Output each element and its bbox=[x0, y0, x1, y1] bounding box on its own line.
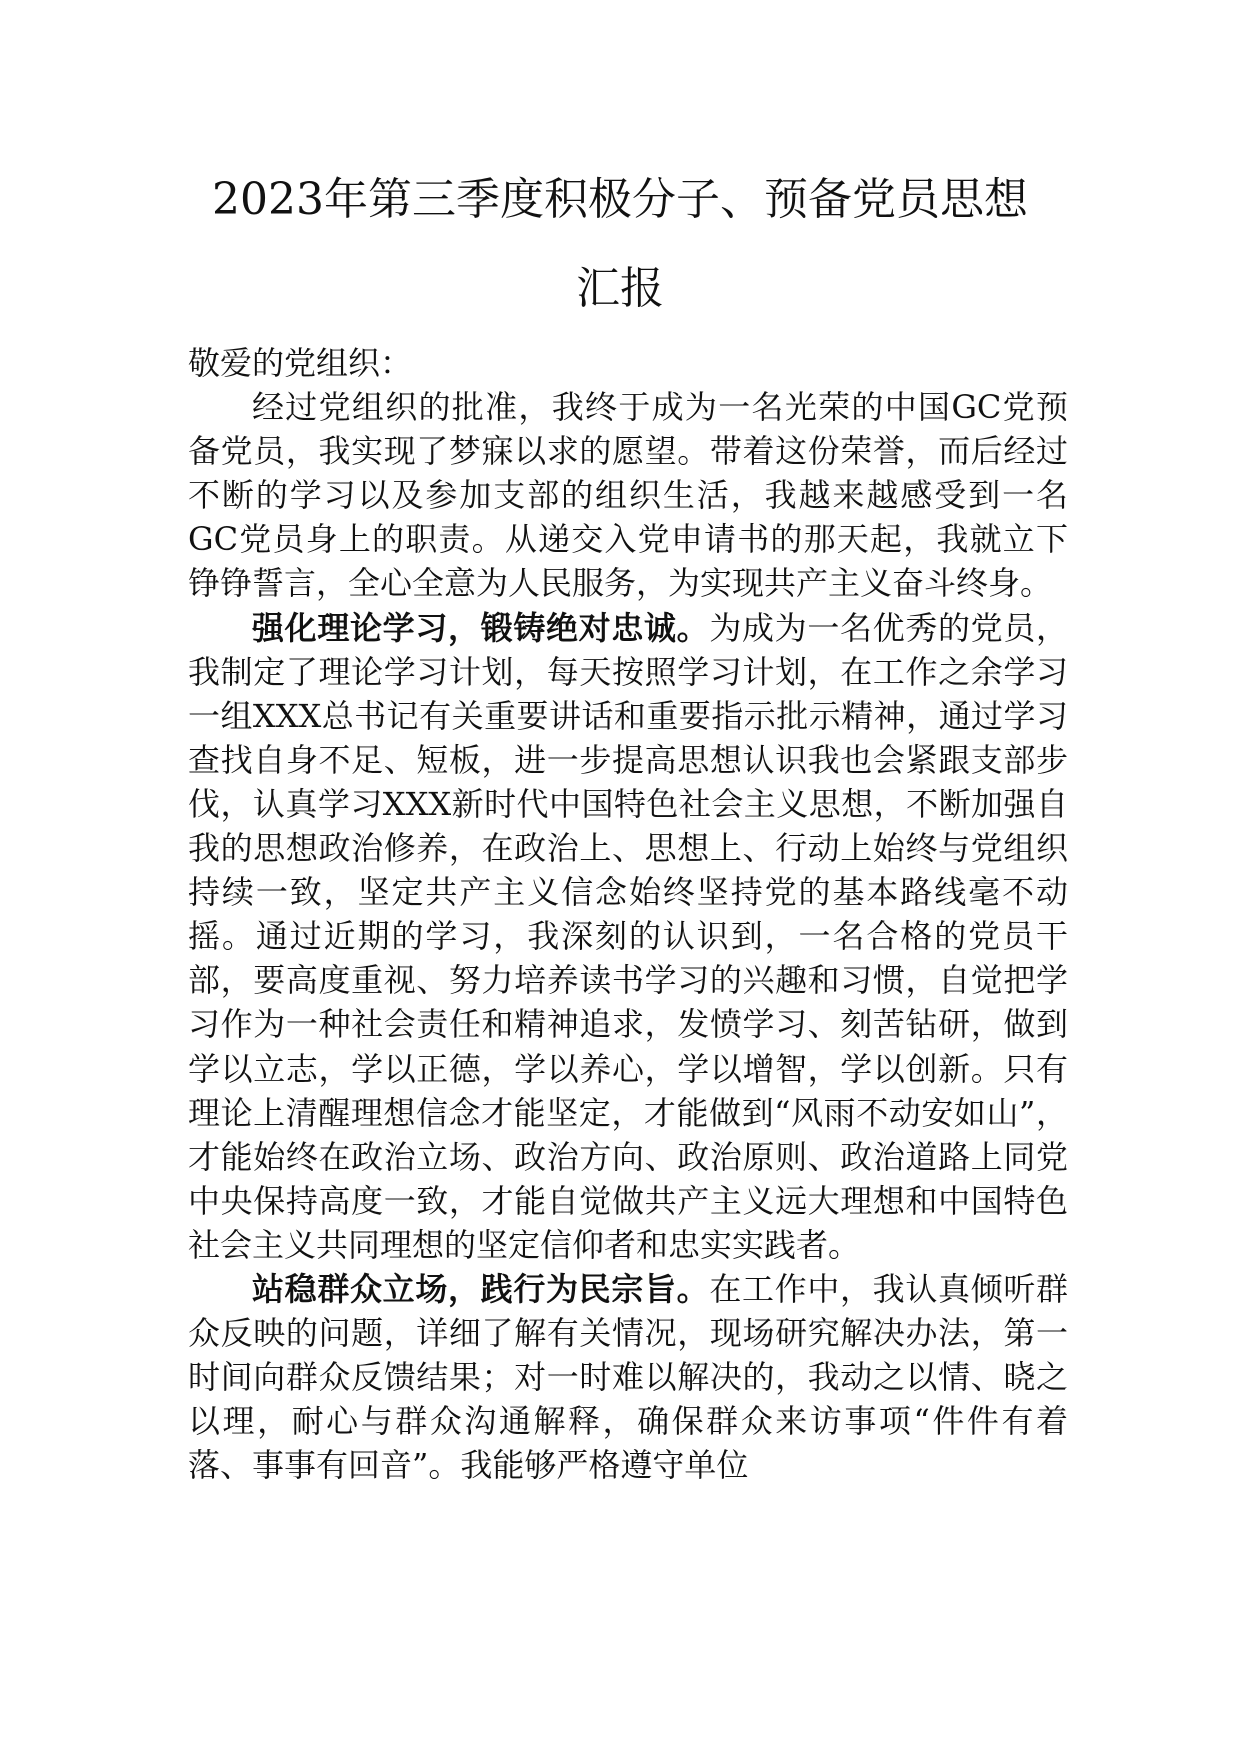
paragraph-3-text: 在工作中，我认真倾听群众反映的问题，详细了解有关情况，现场研究解决办法，第一时间向群众反馈结果；对一时难以解决的，我动之以情、晓之以理，耐心与群众沟通解释，确保群众来访事项“件件有着落、事事有回音”。我能够严格遵守单位 bbox=[188, 1269, 1068, 1485]
paragraph-1-text: 经过党组织的批准，我终于成为一名光荣的中国GC党预备党员，我实现了梦寐以求的愿望。带着这份荣誉，而后经过不断的学习以及参加支部的组织生活，我越来越感受到一名GC党员身上的职责。从递交入党申请书的那天起，我就立下铮铮誓言，全心全意为人民服务，为实现共产主义奋斗终身。 bbox=[188, 388, 1068, 603]
paragraph-2 bbox=[188, 606, 1068, 1267]
document-title-line-1: 2023年第三季度积极分子、预备党员思想 bbox=[212, 174, 1028, 225]
paragraph-1 bbox=[188, 385, 1068, 605]
salutation: 敬爱的党组织： bbox=[188, 344, 413, 382]
paragraph-3-heading: 站稳群众立场，践行为民宗旨。 bbox=[252, 1269, 710, 1308]
paragraph-2-text: 为成为一名优秀的党员，我制定了理论学习计划，每天按照学习计划，在工作之余学习一组XXX总书记有关重要讲话和重要指示批示精神，通过学习查找自身不足、短板，进一步提高思想认识我也会紧跟支部步伐，认真学习XXX新时代中国特色社会主义思想，不断加强自我的思想政治修养，在政治上、思想上、行动上始终与党组织持续一致，坚定共产主义信念始终坚持党的基本路线毫不动摇。通过近期的学习，我深刻的认识到，一名合格的党员干部，要高度重视、努力培养读书学习的兴趣和习惯，自觉把学习作为一种社会责任和精神追求，发愤学习、刻苦钻研，做到学以立志，学以正德，学以养心，学以增智，学以创新。只有理论上清醒理想信念才能坚定，才能做到“风雨不动安如山”，才能始终在政治立场、政治方向、政治原则、政治道路上同党中央保持高度一致，才能自觉做共产主义远大理想和中国特色社会主义共同理想的坚定信仰者和忠实实践者。 bbox=[188, 608, 1068, 1264]
paragraph-2-heading: 强化理论学习，锻铸绝对忠诚。 bbox=[252, 608, 710, 647]
document-body bbox=[188, 341, 1068, 1487]
document-title-line-2: 汇报 bbox=[576, 263, 664, 314]
paragraph-3 bbox=[188, 1267, 1068, 1487]
